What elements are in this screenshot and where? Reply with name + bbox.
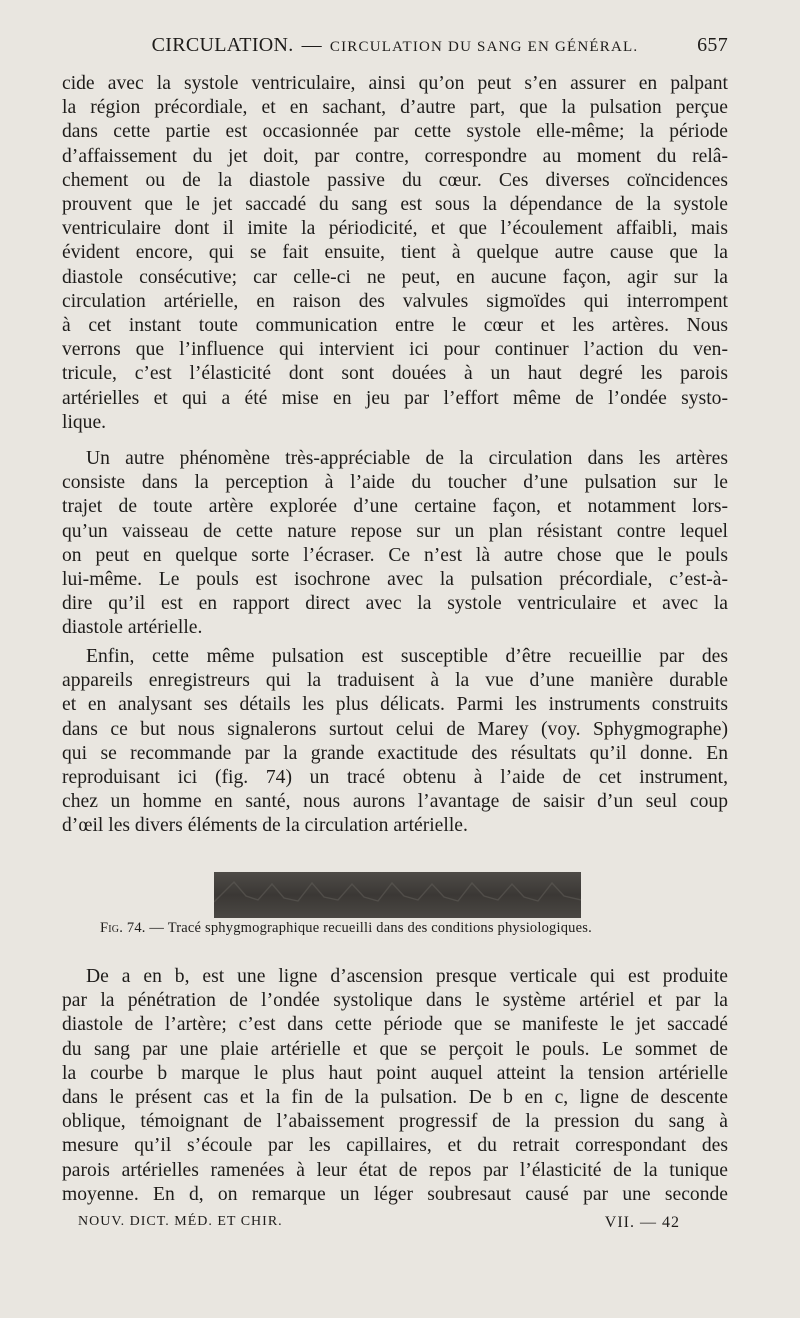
text-line: lui-même. Le pouls est isochrone avec la pulsation précordiale, c’est-à- <box>62 569 728 591</box>
text-line: la région précordiale, et en sachant, d’autre part, que la pulsation perçue <box>62 97 728 119</box>
text-line: reproduisant ici (fig. 74) un tracé obtenu à l’aide de cet instrument, <box>62 767 728 789</box>
text-line: oblique, témoignant de l’abaissement progressif de la pression du sang à <box>62 1111 728 1133</box>
text-line: chement ou de la diastole passive du cœur. Ces diverses coïncidences <box>62 169 728 191</box>
text-line: diastole artérielle. <box>62 617 203 639</box>
paragraph-3 <box>62 645 728 839</box>
text-line: on peut en quelque sorte l’écraser. Ce n’est là autre chose que le pouls <box>62 544 728 566</box>
paragraph-4 <box>62 965 728 1207</box>
running-header <box>62 34 728 64</box>
text-line: du sang par une plaie artérielle et que se perçoit le pouls. Le sommet de <box>62 1038 728 1060</box>
text-line: appareils enregistreurs qui la traduisent à la vue d’une manière durable <box>62 670 728 692</box>
page-number: 657 <box>697 34 728 56</box>
text-line: verrons que l’influence qui intervient ici pour continuer l’action du ven- <box>62 339 728 361</box>
footer-signature: NOUV. DICT. MÉD. ET CHIR. <box>78 1214 283 1229</box>
text-line: artérielles et qui a été mise en jeu par l’effort même de l’ondée systo- <box>62 387 728 409</box>
text-line: dans cette partie est occasionnée par cette systole elle-même; la période <box>62 121 728 143</box>
text-line: et en analysant ses détails les plus délicats. Parmi les instruments construits <box>62 694 728 716</box>
text-line: dans le présent cas et la fin de la pulsation. De b en c, ligne de descente <box>62 1087 728 1109</box>
text-line: diastole de l’artère; c’est dans cette période que se manifeste le jet saccadé <box>62 1014 728 1036</box>
text-line: cide avec la systole ventriculaire, ainsi qu’on peut s’en assurer en palpant <box>62 73 728 94</box>
text-line: Enfin, cette même pulsation est susceptible d’être recueillie par des <box>86 646 728 667</box>
text-line: d’affaissement du jet doit, par contre, correspondre au moment du relâ- <box>62 145 728 167</box>
text-line: circulation artérielle, en raison des valvules sigmoïdes qui interrompent <box>62 290 728 312</box>
figure-label: Fig. 74. <box>100 920 146 936</box>
text-line: qui se recommande par la grande exactitude des résultats qu’il donne. En <box>62 742 728 764</box>
text-line: prouvent que le jet saccadé du sang est sous la dépendance de la systole <box>62 194 728 216</box>
text-line: chez un homme en santé, nous aurons l’avantage de saisir d’un seul coup <box>62 791 728 813</box>
text-line: par la pénétration de l’ondée systolique dans le système artériel et par la <box>62 990 728 1012</box>
text-line: qu’un vaisseau de cette nature repose sur un plan résistant contre lequel <box>62 520 728 542</box>
paragraph-1 <box>62 72 728 435</box>
text-line: moyenne. En d, on remarque un léger soubresaut causé par une seconde <box>62 1183 728 1205</box>
trace-image <box>214 872 581 918</box>
header-title: CIRCULATION. <box>151 34 294 56</box>
text-line: parois artérielles ramenées à leur état de repos par l’élasticité de la tunique <box>62 1159 728 1181</box>
text-line: la courbe b marque le plus haut point auquel atteint la tension artérielle <box>62 1062 728 1084</box>
text-line: trajet de toute artère explorée d’une certaine façon, et notamment lors- <box>62 496 728 518</box>
footer-volume: VII. — 42 <box>604 1214 680 1231</box>
text-line: Un autre phénomène très-appréciable de la circulation dans les artères <box>86 448 728 469</box>
text-line: lique. <box>62 411 107 433</box>
caption-dash: — <box>149 920 165 936</box>
text-line: évident encore, qui se fait ensuite, tient à quelque autre cause que la <box>62 242 728 264</box>
text-line: tricule, c’est l’élasticité dont sont douées à un haut degré les parois <box>62 363 728 385</box>
caption-text: Tracé sphygmographique recueilli dans des conditions physiologiques. <box>167 920 592 936</box>
header-center <box>62 34 728 57</box>
text-line: à cet instant toute communication entre le cœur et les artères. Nous <box>62 315 728 337</box>
text-line: De a en b, est une ligne d’ascension presque verticale qui est produite <box>86 966 728 987</box>
text-line: dans ce but nous signalerons surtout celui de Marey (voy. Sphygmographe) <box>62 718 728 740</box>
page-footer <box>78 1214 680 1230</box>
text-line: mesure qu’il s’écoule par les capillaires, et du retrait correspondant des <box>62 1135 728 1157</box>
text-line: consiste dans la perception à l’aide du toucher d’une pulsation sur le <box>62 472 728 494</box>
text-line: diastole consécutive; car celle-ci ne peut, en aucune façon, agir sur la <box>62 266 728 288</box>
text-line: dire qu’il est en rapport direct avec la systole ventriculaire et avec la <box>62 593 728 615</box>
figure-caption <box>100 920 700 937</box>
header-subtitle: CIRCULATION DU SANG EN GÉNÉRAL. <box>329 39 639 55</box>
text-line: d’œil les divers éléments de la circulation artérielle. <box>62 815 468 837</box>
sphygmograph-trace-figure <box>214 872 581 918</box>
header-dash: — <box>301 34 322 56</box>
paragraph-2 <box>62 447 728 641</box>
text-line: ventriculaire dont il imite la périodicité, et que l’écoulement affaibli, mais <box>62 218 728 240</box>
